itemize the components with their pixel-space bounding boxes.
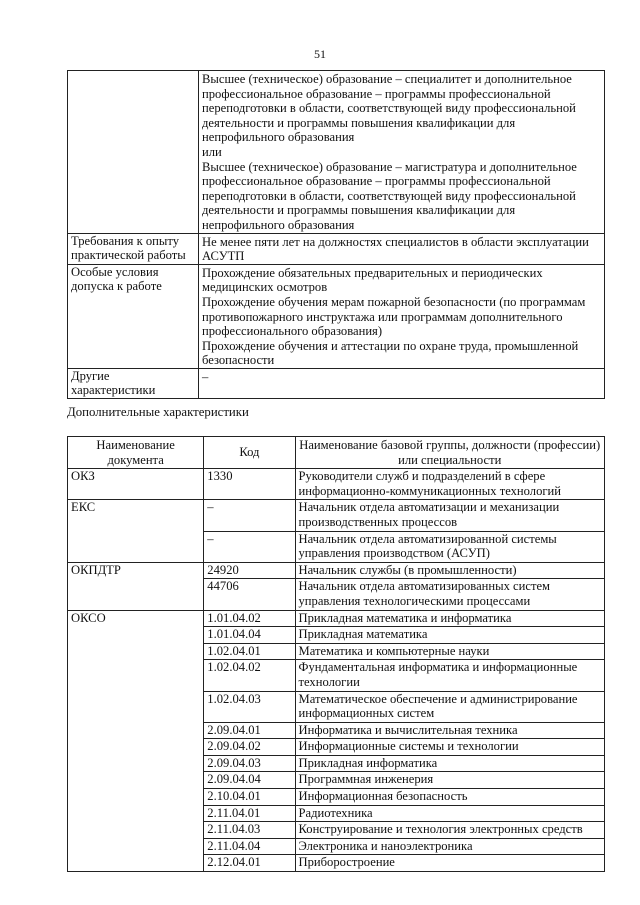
- requirement-paragraph: –: [202, 369, 209, 384]
- name-cell: Фундаментальная информатика и информационные технологии: [295, 660, 605, 691]
- requirement-value: [199, 264, 605, 368]
- header-name: Наименование базовой группы, должности (профессии) или специальности: [295, 437, 605, 469]
- code-cell: 2.09.04.01: [204, 722, 295, 739]
- code-cell: 1.01.04.04: [204, 627, 295, 644]
- header-code: Код: [204, 437, 295, 469]
- document-cell: ЕКС: [68, 500, 204, 562]
- requirement-row: [68, 233, 605, 264]
- additional-characteristics-heading: Дополнительные характеристики: [67, 405, 249, 419]
- document-cell: ОКПДТР: [68, 562, 204, 610]
- additional-body: [68, 469, 605, 872]
- name-cell: Программная инженерия: [295, 772, 605, 789]
- name-cell: Начальник отдела автоматизации и механизации производственных процессов: [295, 500, 605, 531]
- code-cell: 2.10.04.01: [204, 789, 295, 806]
- code-cell: 24920: [204, 562, 295, 579]
- name-cell: Начальник отдела автоматизированных систем управления технологическими процессами: [295, 579, 605, 610]
- name-cell: Информатика и вычислительная техника: [295, 722, 605, 739]
- requirement-paragraph: Не менее пяти лет на должностях специалистов в области эксплуатации АСУТП: [202, 234, 589, 264]
- header-document: Наименование документа: [68, 437, 204, 469]
- name-cell: Прикладная математика и информатика: [295, 610, 605, 627]
- code-cell: 2.11.04.04: [204, 838, 295, 855]
- name-cell: Информационные системы и технологии: [295, 739, 605, 756]
- requirement-label: [68, 71, 199, 234]
- name-cell: Приборостроение: [295, 855, 605, 872]
- requirement-label: Требования к опыту практической работы: [68, 233, 199, 264]
- name-cell: Электроника и наноэлектроника: [295, 838, 605, 855]
- requirement-paragraph: Прохождение обязательных предварительных и периодических медицинских осмотров: [202, 265, 543, 295]
- code-cell: –: [204, 531, 295, 562]
- name-cell: Прикладная математика: [295, 627, 605, 644]
- table-row: [68, 500, 605, 531]
- code-cell: 2.09.04.04: [204, 772, 295, 789]
- code-cell: 1.02.04.01: [204, 643, 295, 660]
- document-cell: ОКСО: [68, 610, 204, 872]
- requirement-paragraph: или: [202, 144, 222, 159]
- requirement-row: [68, 71, 605, 234]
- requirement-row: [68, 264, 605, 368]
- code-cell: 2.12.04.01: [204, 855, 295, 872]
- requirement-value: [199, 71, 605, 234]
- header-row: [68, 437, 605, 469]
- document-cell: ОКЗ: [68, 469, 204, 500]
- requirement-row: [68, 368, 605, 398]
- table-row: [68, 469, 605, 500]
- name-cell: Начальник отдела автоматизированной системы управления производством (АСУП): [295, 531, 605, 562]
- name-cell: Руководители служб и подразделений в сфере информационно-коммуникационных технологий: [295, 469, 605, 500]
- code-cell: 2.09.04.03: [204, 755, 295, 772]
- name-cell: Математическое обеспечение и администрирование информационных систем: [295, 691, 605, 722]
- name-cell: Прикладная информатика: [295, 755, 605, 772]
- additional-characteristics-table: [67, 436, 605, 872]
- name-cell: Конструирование и технология электронных средств: [295, 822, 605, 839]
- code-cell: 1330: [204, 469, 295, 500]
- requirements-body: [68, 71, 605, 399]
- code-cell: 1.02.04.03: [204, 691, 295, 722]
- page-number: 51: [314, 47, 326, 61]
- requirement-value: [199, 233, 605, 264]
- requirement-paragraph: Высшее (техническое) образование – специалитет и дополнительное профессиональное образование – программы профессиональной переподготовки в области, соответствующей виду профессиональной деятельности и программы повышения квалификации для непрофильного образования: [202, 72, 576, 145]
- table-row: [68, 610, 605, 627]
- code-cell: 1.02.04.02: [204, 660, 295, 691]
- requirement-paragraph: Прохождение обучения и аттестации по охране труда, промышленной безопасности: [202, 338, 579, 368]
- table-row: [68, 562, 605, 579]
- name-cell: Начальник службы (в промышленности): [295, 562, 605, 579]
- name-cell: Математика и компьютерные науки: [295, 643, 605, 660]
- code-cell: –: [204, 500, 295, 531]
- code-cell: 2.11.04.01: [204, 805, 295, 822]
- requirement-value: [199, 368, 605, 398]
- code-cell: 44706: [204, 579, 295, 610]
- code-cell: 2.11.04.03: [204, 822, 295, 839]
- requirement-label: Особые условия допуска к работе: [68, 264, 199, 368]
- requirement-label: Другие характеристики: [68, 368, 199, 398]
- name-cell: Информационная безопасность: [295, 789, 605, 806]
- requirement-paragraph: Прохождение обучения мерам пожарной безопасности (по программам противопожарного инструктажа или программам дополнительного профессионального образования): [202, 294, 586, 339]
- code-cell: 1.01.04.02: [204, 610, 295, 627]
- code-cell: 2.09.04.02: [204, 739, 295, 756]
- requirement-paragraph: Высшее (техническое) образование – магистратура и дополнительное профессиональное образование – программы профессиональной переподготовки в области, соответствующей виду профессиональной деятельности и программы повышения квалификации для непрофильного образования: [202, 159, 577, 232]
- requirements-table: [67, 70, 605, 399]
- name-cell: Радиотехника: [295, 805, 605, 822]
